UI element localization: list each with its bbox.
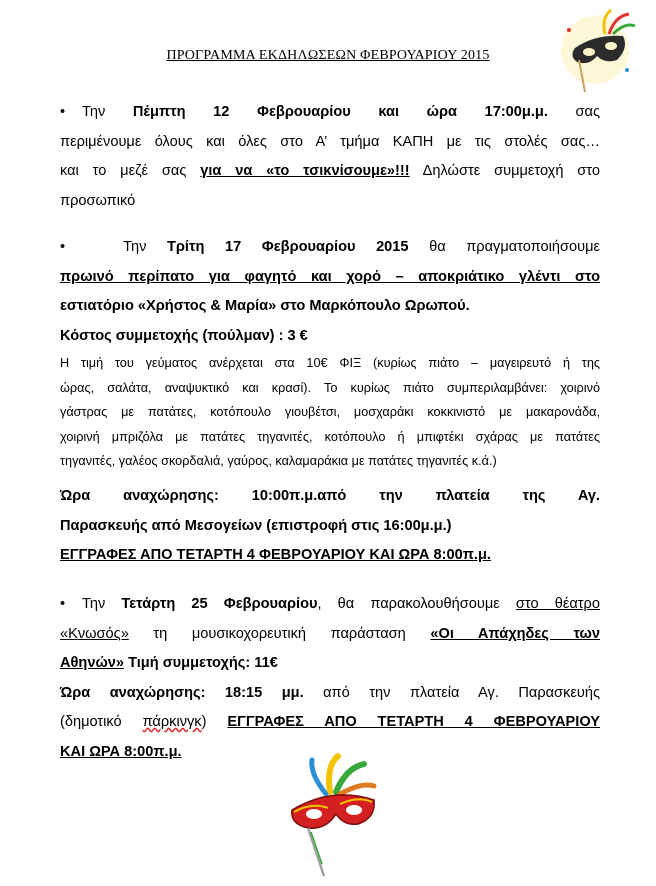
event-1: • Την Πέμπτη 12 Φεβρουαρίου και ώρα 17:00μ.μ. σας περιμένουμε όλους και όλες στο Α’ τμήμα ΚΑΠΗ με τις στολές σας… και το μεζέ σας για να «το τσικνίσουμε»!!! Δηλώστε συμμετοχή στο προσωπικό: [60, 98, 600, 216]
bullet-icon: •: [60, 239, 66, 255]
carnival-mask-icon: [555, 8, 637, 96]
document-title: ΠΡΟΓΡΑΜΜΑ ΕΚΔΗΛΩΣΕΩΝ ΦΕΒΡΟΥΑΡΙΟΥ 2015: [166, 48, 490, 63]
bullet-icon: •: [60, 596, 66, 612]
carnival-mask-icon: [282, 752, 382, 880]
meal-details: Η τιμή του γεύματος ανέρχεται στα 10€ ΦΙΞ (κυρίως πιάτο – μαγειρευτό ή της ώρας, σαλάτα, αναψυκτικό και κρασί). Το κυρίως πιάτο συμπεριλαμβάνει: χοιρινό γάστρας με πατάτες, κοτόπουλο γιουβέτσι, μοσχαράκι κοκκινιστό με μακαρονάδα, χοιρινή μπριζόλα με πατάτες τηγανιτές, κοτόπουλο ή μπιφτέκι σχάρας με πατάτες τηγανιτές, γαλέος σκορδαλιά, γαύρος, καλαμαράκια με πατάτες τηγανιτές κ.ά.): [60, 356, 600, 468]
bullet-icon: •: [60, 104, 66, 120]
event-2: • Την Τρίτη 17 Φεβρουαρίου 2015 θα πραγματοποιήσουμε πρωινό περίπατο για φαγητό και χορό – αποκριάτικο γλέντι στο εστιατόριο «Χρήστος & Μαρία» στο Μαρκόπουλο Ωρωπού. Κόστος συμμετοχής (πούλμαν) : 3 €: [60, 233, 600, 351]
event-2-departure: Ώρα αναχώρησης: 10:00π.μ.από την πλατεία της Αγ. Παρασκευής από Μεσογείων (επιστροφή στις 16:00μ.μ.) ΕΓΓΡΑΦΕΣ ΑΠΟ ΤΕΤΑΡΤΗ 4 ΦΕΒΡΟΥΑΡΙΟΥ ΚΑΙ ΩΡΑ 8:00π.μ.: [60, 488, 600, 563]
event-3: • Την Τετάρτη 25 Φεβρουαρίου, θα παρακολουθήσουμε στο θέατρο «Κνωσός» τη μουσικοχορευτική παράσταση «Οι Απάχηδες των Αθηνών» Τιμή συμμετοχής: 11€ Ώρα αναχώρησης: 18:15 μμ. από την πλατεία Αγ. Παρασκευής (δημοτικό πάρκινγκ) ΕΓΓΡΑΦΕΣ ΑΠΟ ΤΕΤΑΡΤΗ 4 ΦΕΒΡΟΥΑΡΙΟΥ ΚΑΙ ΩΡΑ 8:00π.μ.: [60, 590, 600, 767]
